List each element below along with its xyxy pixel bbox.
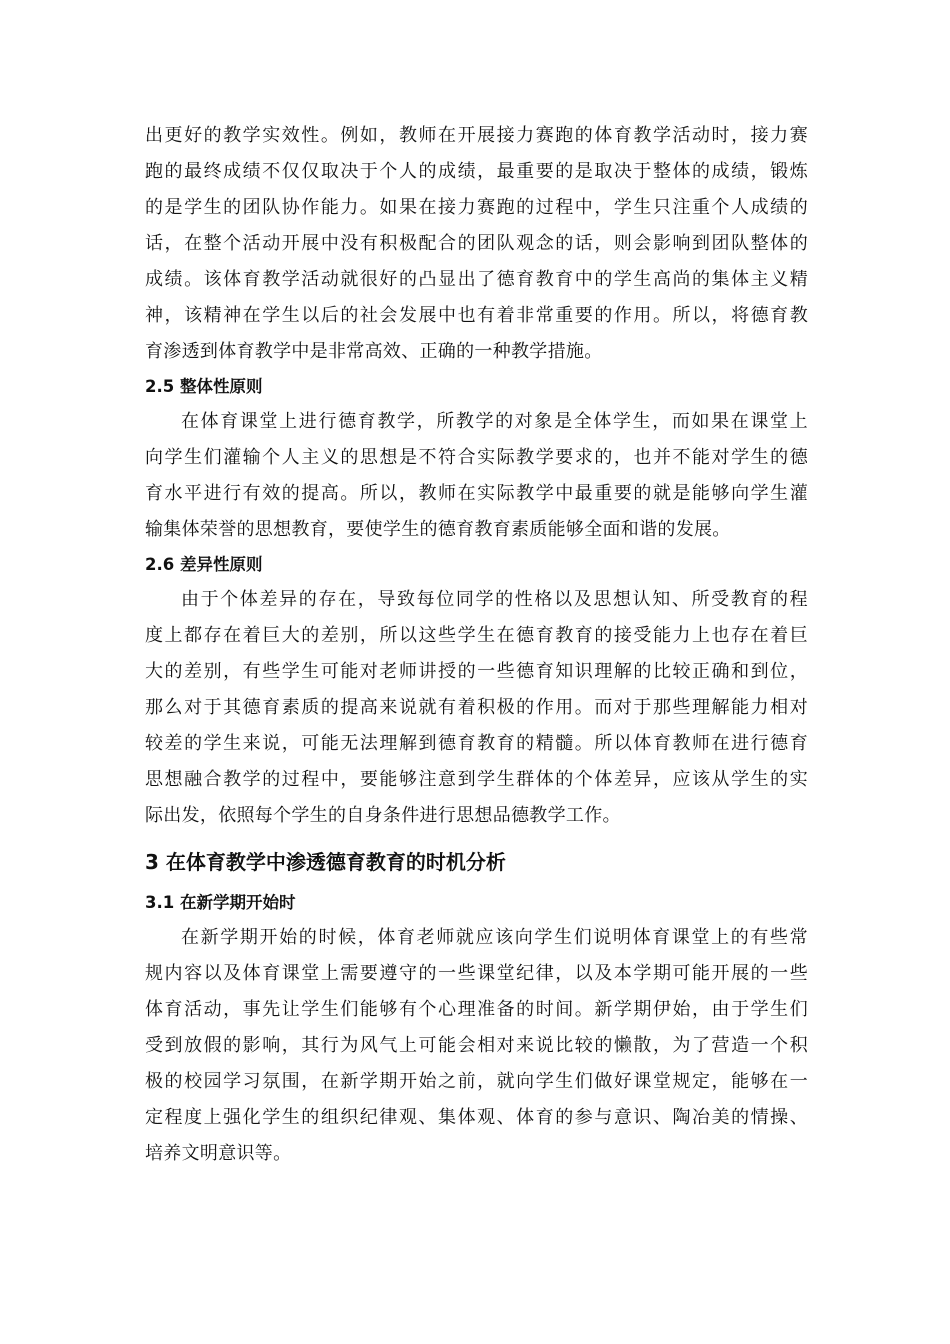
section-2-5-paragraph [145,404,808,548]
paragraph-continuation [145,118,808,370]
text-line: 成绩。该体育教学活动就很好的凸显出了德育教育中的学生高尚的集体主义精 [145,269,808,290]
text-line: 神，该精神在学生以后的社会发展中也有着非常重要的作用。所以，将德育教 [145,305,808,326]
text-line: 规内容以及体育课堂上需要遵守的一些课堂纪律，以及本学期可能开展的一些 [145,963,808,984]
text-line: 的是学生的团队协作能力。如果在接力赛跑的过程中，学生只注重个人成绩的 [145,197,808,218]
text-line: 话，在整个活动开展中没有积极配合的团队观念的话，则会影响到团队整体的 [145,233,808,254]
text-line: 际出发，依照每个学生的自身条件进行思想品德教学工作。 [145,805,621,826]
section-2-6-paragraph [145,582,808,834]
document-body [145,118,808,1172]
text-line: 度上都存在着巨大的差别，所以这些学生在德育教育的接受能力上也存在着巨 [145,625,808,646]
text-line: 定程度上强化学生的组织纪律观、集体观、体育的参与意识、陶冶美的情操、 [145,1107,808,1128]
text-line: 大的差别，有些学生可能对老师讲授的一些德育知识理解的比较正确和到位， [145,661,808,682]
text-line: 由于个体差异的存在，导致每位同学的性格以及思想认知、所受教育的程 [181,589,808,610]
text-line: 向学生们灌输个人主义的思想是不符合实际教学要求的，也并不能对学生的德 [145,447,808,468]
chapter-heading-3: 3 在体育教学中渗透德育教育的时机分析 [145,850,506,874]
section-heading-2-5: 2.5 整体性原则 [145,377,263,396]
text-line: 培养文明意识等。 [145,1143,292,1164]
text-line: 极的校园学习氛围，在新学期开始之前，就向学生们做好课堂规定，能够在一 [145,1071,808,1092]
section-3-1-paragraph [145,920,808,1172]
text-line: 育水平进行有效的提高。所以，教师在实际教学中最重要的就是能够向学生灌 [145,483,808,504]
text-line: 思想融合教学的过程中，要能够注意到学生群体的个体差异，应该从学生的实 [145,769,808,790]
text-line: 在新学期开始的时候，体育老师就应该向学生们说明体育课堂上的有些常 [181,927,808,948]
text-line: 受到放假的影响，其行为风气上可能会相对来说比较的懒散，为了营造一个积 [145,1035,808,1056]
text-line: 那么对于其德育素质的提高来说就有着积极的作用。而对于那些理解能力相对 [145,697,808,718]
text-line: 输集体荣誉的思想教育，要使学生的德育教育素质能够全面和谐的发展。 [145,519,731,540]
text-line: 在体育课堂上进行德育教学，所教学的对象是全体学生，而如果在课堂上 [181,411,808,432]
text-line: 较差的学生来说，可能无法理解到德育教育的精髓。所以体育教师在进行德育 [145,733,808,754]
text-line: 出更好的教学实效性。例如，教师在开展接力赛跑的体育教学活动时，接力赛 [145,125,808,146]
text-line: 跑的最终成绩不仅仅取决于个人的成绩，最重要的是取决于整体的成绩，锻炼 [145,161,808,182]
section-heading-3-1: 3.1 在新学期开始时 [145,893,296,912]
text-line: 体育活动，事先让学生们能够有个心理准备的时间。新学期伊始，由于学生们 [145,999,808,1020]
section-heading-2-6: 2.6 差异性原则 [145,555,263,574]
text-line: 育渗透到体育教学中是非常高效、正确的一种教学措施。 [145,341,603,362]
